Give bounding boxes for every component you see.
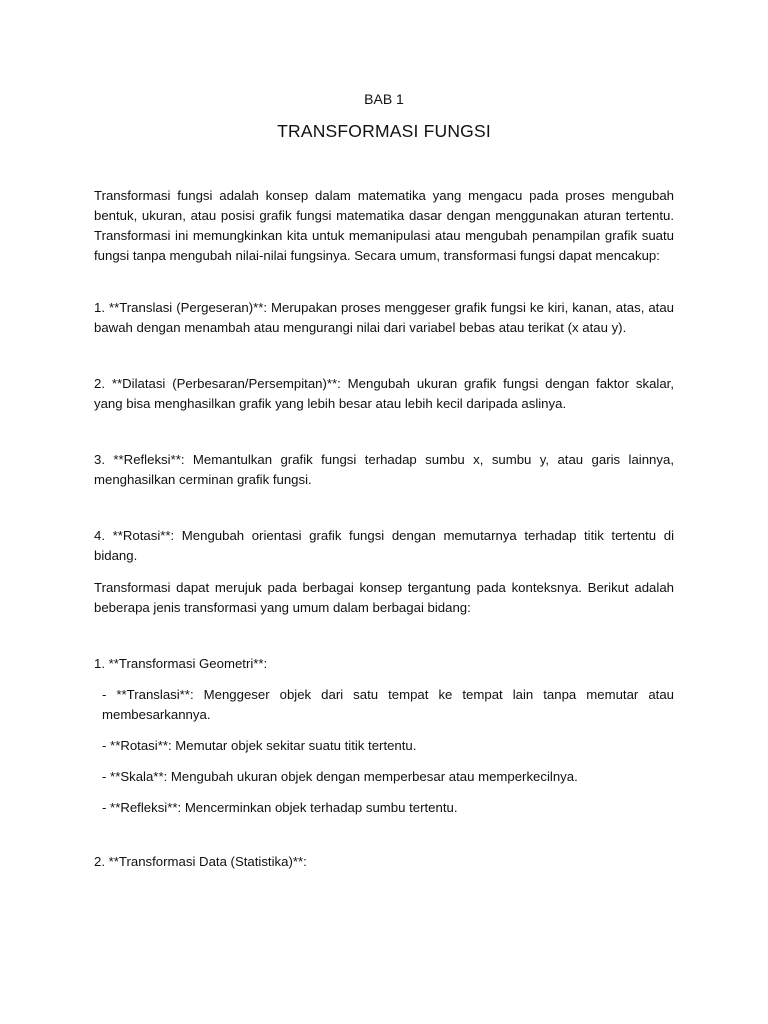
list-item-dilatasi: 2. **Dilatasi (Perbesaran/Persempitan)**: Mengubah ukuran grafik fungsi dengan faktor skalar, yang bisa menghasilkan grafik yang lebih besar atau lebih kecil daripada aslinya. <box>94 376 674 411</box>
transition-paragraph: Transformasi dapat merujuk pada berbagai konsep tergantung pada konteksnya. Berikut adalah beberapa jenis transformasi yang umum dalam berbagai bidang: <box>94 580 674 615</box>
document-title: TRANSFORMASI FUNGSI <box>277 121 491 141</box>
list-item-rotasi: 4. **Rotasi**: Mengubah orientasi grafik fungsi dengan memutarnya terhadap titik tertentu di bidang. <box>94 528 674 563</box>
subitem-translasi: - **Translasi**: Menggeser objek dari satu tempat ke tempat lain tanpa memutar atau membesarkannya. <box>102 687 674 722</box>
section-heading-geometri: 1. **Transformasi Geometri**: <box>94 656 268 671</box>
subitem-refleksi: - **Refleksi**: Mencerminkan objek terhadap sumbu tertentu. <box>102 800 458 815</box>
list-item-refleksi: 3. **Refleksi**: Memantulkan grafik fungsi terhadap sumbu x, sumbu y, atau garis lainnya, menghasilkan cerminan grafik fungsi. <box>94 452 674 487</box>
intro-paragraph: Transformasi fungsi adalah konsep dalam matematika yang mengacu pada proses mengubah bentuk, ukuran, atau posisi grafik fungsi matematika dasar dengan menggunakan aturan tertentu. Transformasi ini memungkinkan kita untuk memanipulasi atau mengubah penampilan grafik suatu fungsi tanpa mengubah nilai-nilai fungsinya. Secara umum, transformasi fungsi dapat mencakup: <box>94 188 674 263</box>
subitem-rotasi: - **Rotasi**: Memutar objek sekitar suatu titik tertentu. <box>102 738 417 753</box>
subitem-skala: - **Skala**: Mengubah ukuran objek dengan memperbesar atau memperkecilnya. <box>102 769 578 784</box>
chapter-label: BAB 1 <box>364 91 404 107</box>
section-heading-statistika: 2. **Transformasi Data (Statistika)**: <box>94 854 307 869</box>
list-item-translasi: 1. **Translasi (Pergeseran)**: Merupakan proses menggeser grafik fungsi ke kiri, kanan, atas, atau bawah dengan menambah atau mengurangi nilai dari variabel bebas atau terikat (x atau y). <box>94 300 674 335</box>
